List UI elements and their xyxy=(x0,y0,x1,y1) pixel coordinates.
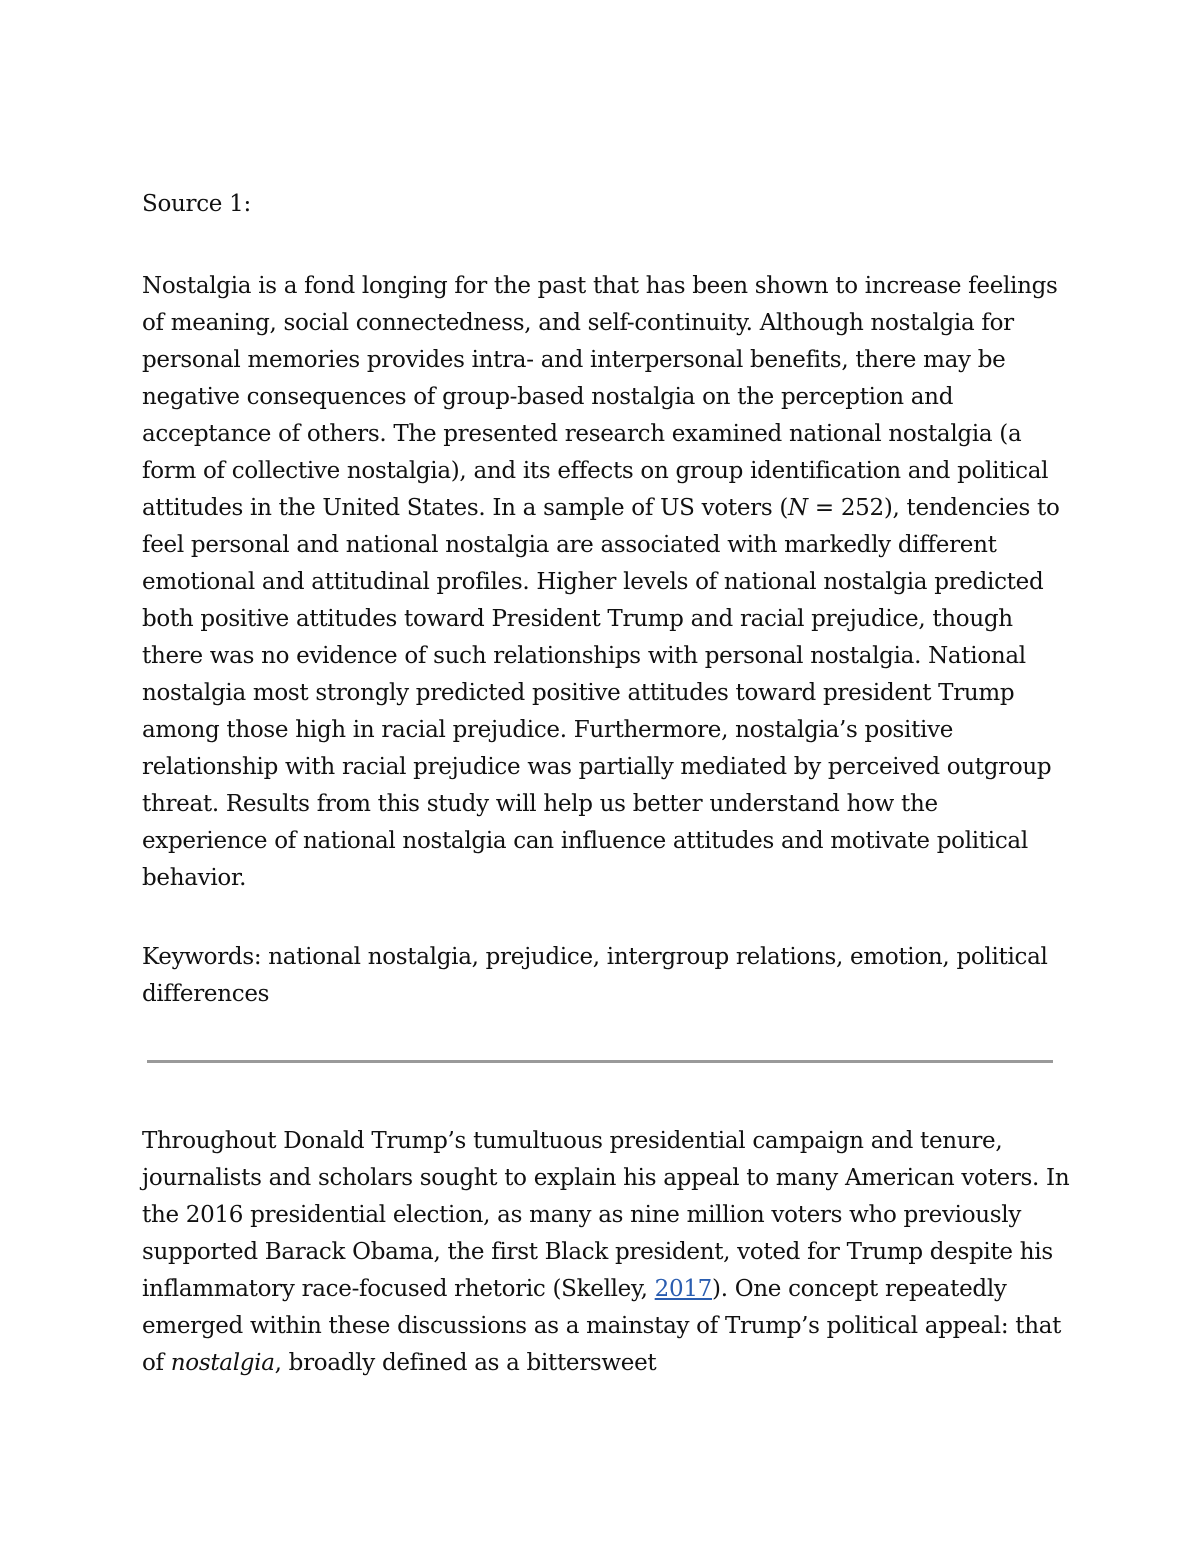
citation-link-2017[interactable]: 2017 xyxy=(654,1276,713,1302)
body-italic-term: nostalgia xyxy=(170,1350,275,1376)
section-divider xyxy=(147,1060,1053,1063)
body-text-part3: , broadly defined as a bittersweet xyxy=(274,1350,657,1376)
document-content xyxy=(142,186,1070,1376)
abstract-text-part1: Nostalgia is a fond longing for the past that has been shown to increase feelings of meaning, social connectedness, and self-continuity. Although nostalgia for personal memories provides intra- and interpersonal benefits, there may be negative consequences of group-based nostalgia on the perception and acceptance of others. The presented research examined national nostalgia (a form of collective nostalgia), and its effects on group identification and political attitudes in the United States. In a sample of US voters ( xyxy=(142,273,1058,521)
abstract-text-part2: = 252), tendencies to feel personal and national nostalgia are associated with markedly different emotional and attitudinal profiles. Higher levels of national nostalgia predicted both positive attitudes toward President Trump and racial prejudice, though there was no evidence of such relationships with personal nostalgia. National nostalgia most strongly predicted positive attitudes toward president Trump among those high in racial prejudice. Furthermore, nostalgia’s positive relationship with racial prejudice was partially mediated by perceived outgroup threat. Results from this study will help us better understand how the experience of national nostalgia can influence attitudes and motivate political behavior. xyxy=(142,495,1060,891)
abstract-paragraph xyxy=(142,268,1062,897)
body-text-part1: Throughout Donald Trump’s tumultuous presidential campaign and tenure, journalists and scholars sought to explain his appeal to many American voters. In the 2016 presidential election, as many as nine million voters who previously supported Barack Obama, the first Black president, voted for Trump despite his inflammatory race-focused rhetoric (Skelley, xyxy=(142,1128,1070,1302)
body-paragraph xyxy=(142,1123,1072,1382)
keywords-line: Keywords: national nostalgia, prejudice, intergroup relations, emotion, political differences xyxy=(142,944,1048,1007)
source-label: Source 1: xyxy=(142,191,251,217)
body-text-part2: ). One concept repeatedly emerged within these discussions as a mainstay of Trump’s political appeal: that of xyxy=(142,1276,1062,1376)
abstract-n-symbol: N xyxy=(788,495,808,521)
